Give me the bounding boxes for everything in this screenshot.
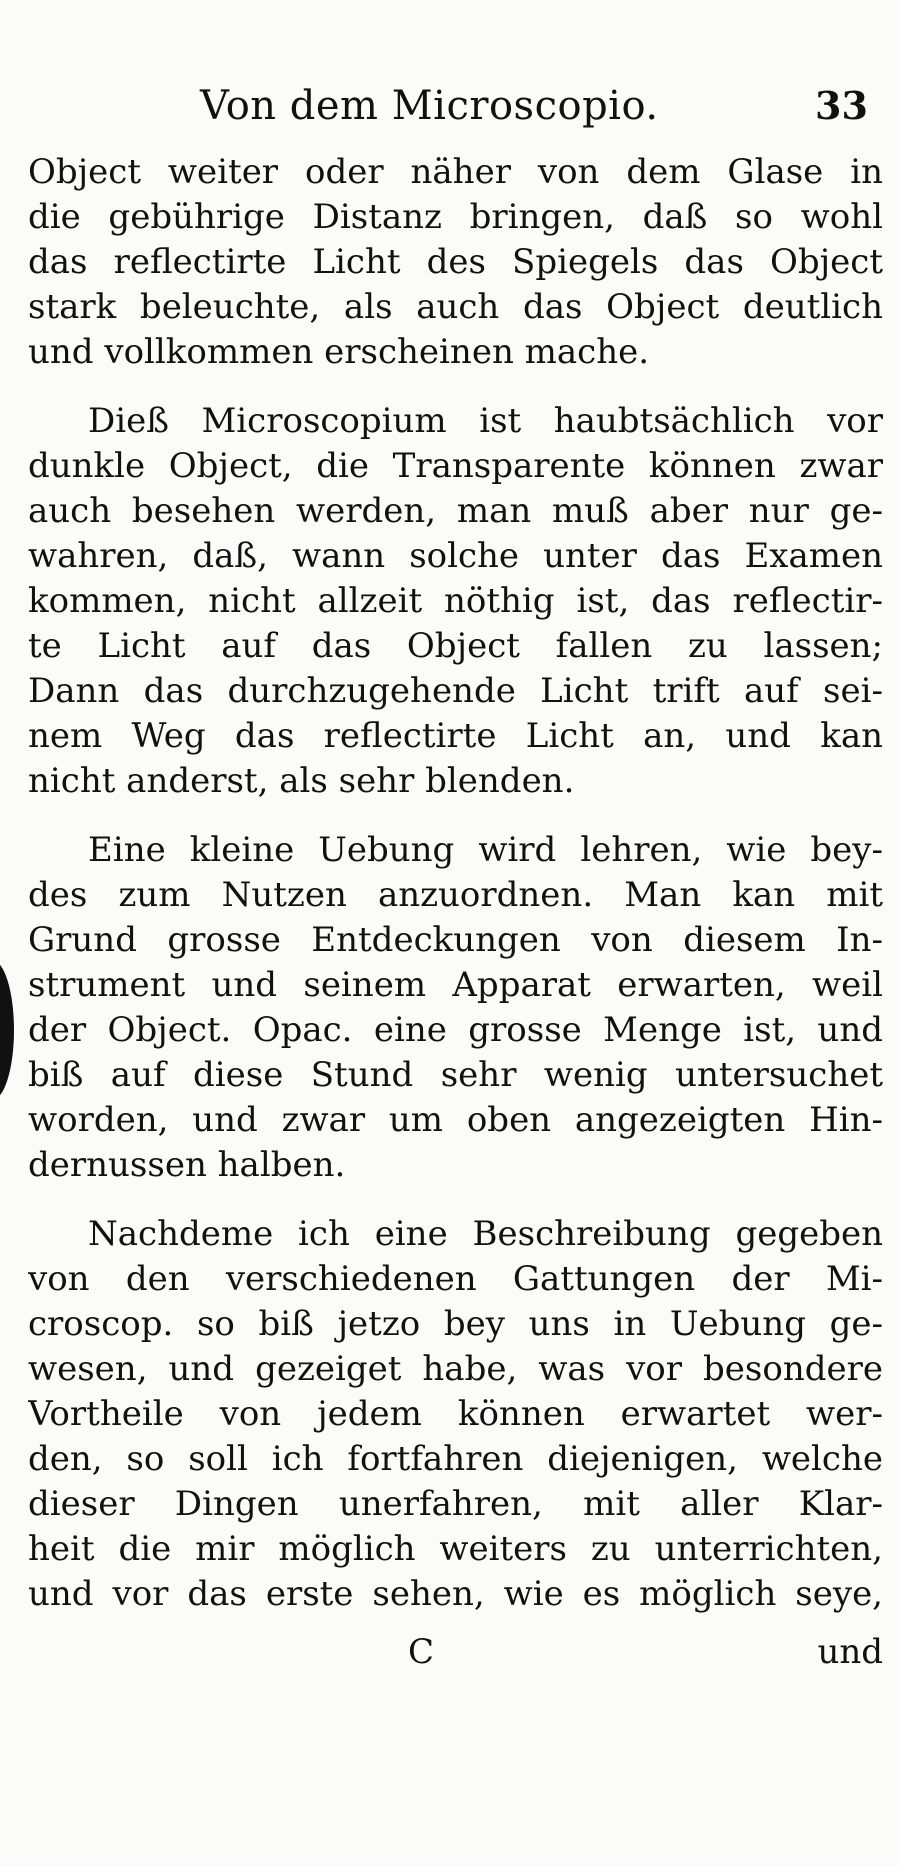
text-line: des zum Nutzen anzuordnen. Man kan mit [28, 875, 883, 915]
text-line: dernussen halben. [28, 1145, 346, 1185]
text-line: von den verschiedenen Gattungen der Mi- [28, 1259, 883, 1299]
text-line: wesen, und gezeiget habe, was vor besondere [28, 1349, 883, 1389]
page-header [0, 78, 900, 138]
paragraph [28, 399, 883, 804]
text-line: kommen, nicht allzeit nöthig ist, das reflectir- [28, 581, 883, 621]
signature-mark: C [408, 1632, 435, 1672]
text-line: nicht anderst, als sehr blenden. [28, 761, 575, 801]
page-edge-shadow [0, 960, 14, 1100]
text-line: die gebührige Distanz bringen, daß so wohl [28, 197, 883, 237]
text-line: heit die mir möglich weiters zu unterrichten, [28, 1529, 883, 1569]
text-line: stark beleuchte, als auch das Object deutlich [28, 287, 883, 327]
text-line: croscop. so biß jetzo bey uns in Uebung ge- [28, 1304, 883, 1344]
text-line: Eine kleine Uebung wird lehren, wie bey- [88, 830, 883, 870]
text-line: auch besehen werden, man muß aber nur ge- [28, 491, 883, 531]
text-line: nem Weg das reflectirte Licht an, und kan [28, 716, 883, 756]
text-line: Nachdeme ich eine Beschreibung gegeben [88, 1214, 883, 1254]
text-line: Grund grosse Entdeckungen von diesem In- [28, 920, 883, 960]
text-line: Vortheile von jedem können erwartet wer- [28, 1394, 883, 1434]
text-line: Dieß Microscopium ist haubtsächlich vor [88, 401, 883, 441]
text-line: biß auf diese Stund sehr wenig untersuchet [28, 1055, 883, 1095]
text-line: das reflectirte Licht des Spiegels das Object [28, 242, 883, 282]
text-line: Object weiter oder näher von dem Glase in [28, 152, 883, 192]
text-line: dunkle Object, die Transparente können zwar [28, 446, 883, 486]
paragraph [28, 1212, 883, 1617]
text-line: te Licht auf das Object fallen zu lassen; [28, 626, 883, 666]
text-line: worden, und zwar um oben angezeigten Hin- [28, 1100, 883, 1140]
text-line: dieser Dingen unerfahren, mit aller Klar- [28, 1484, 883, 1524]
paragraph [28, 828, 883, 1188]
page-number: 33 [815, 83, 868, 128]
text-line: und vor das erste sehen, wie es möglich seye, [28, 1574, 883, 1614]
text-line: wahren, daß, wann solche unter das Examen [28, 536, 883, 576]
catchword: und [817, 1632, 883, 1672]
page-body [28, 150, 883, 1641]
text-line: strument und seinem Apparat erwarten, weil [28, 965, 883, 1005]
text-line: den, so soll ich fortfahren diejenigen, welche [28, 1439, 883, 1479]
running-title: Von dem Microscopio. [200, 83, 659, 129]
page-footer [28, 1630, 883, 1680]
text-line: und vollkommen erscheinen mache. [28, 332, 650, 372]
text-line: der Object. Opac. eine grosse Menge ist, und [28, 1010, 883, 1050]
text-line: Dann das durchzugehende Licht trift auf sei- [28, 671, 883, 711]
paragraph [28, 150, 883, 375]
